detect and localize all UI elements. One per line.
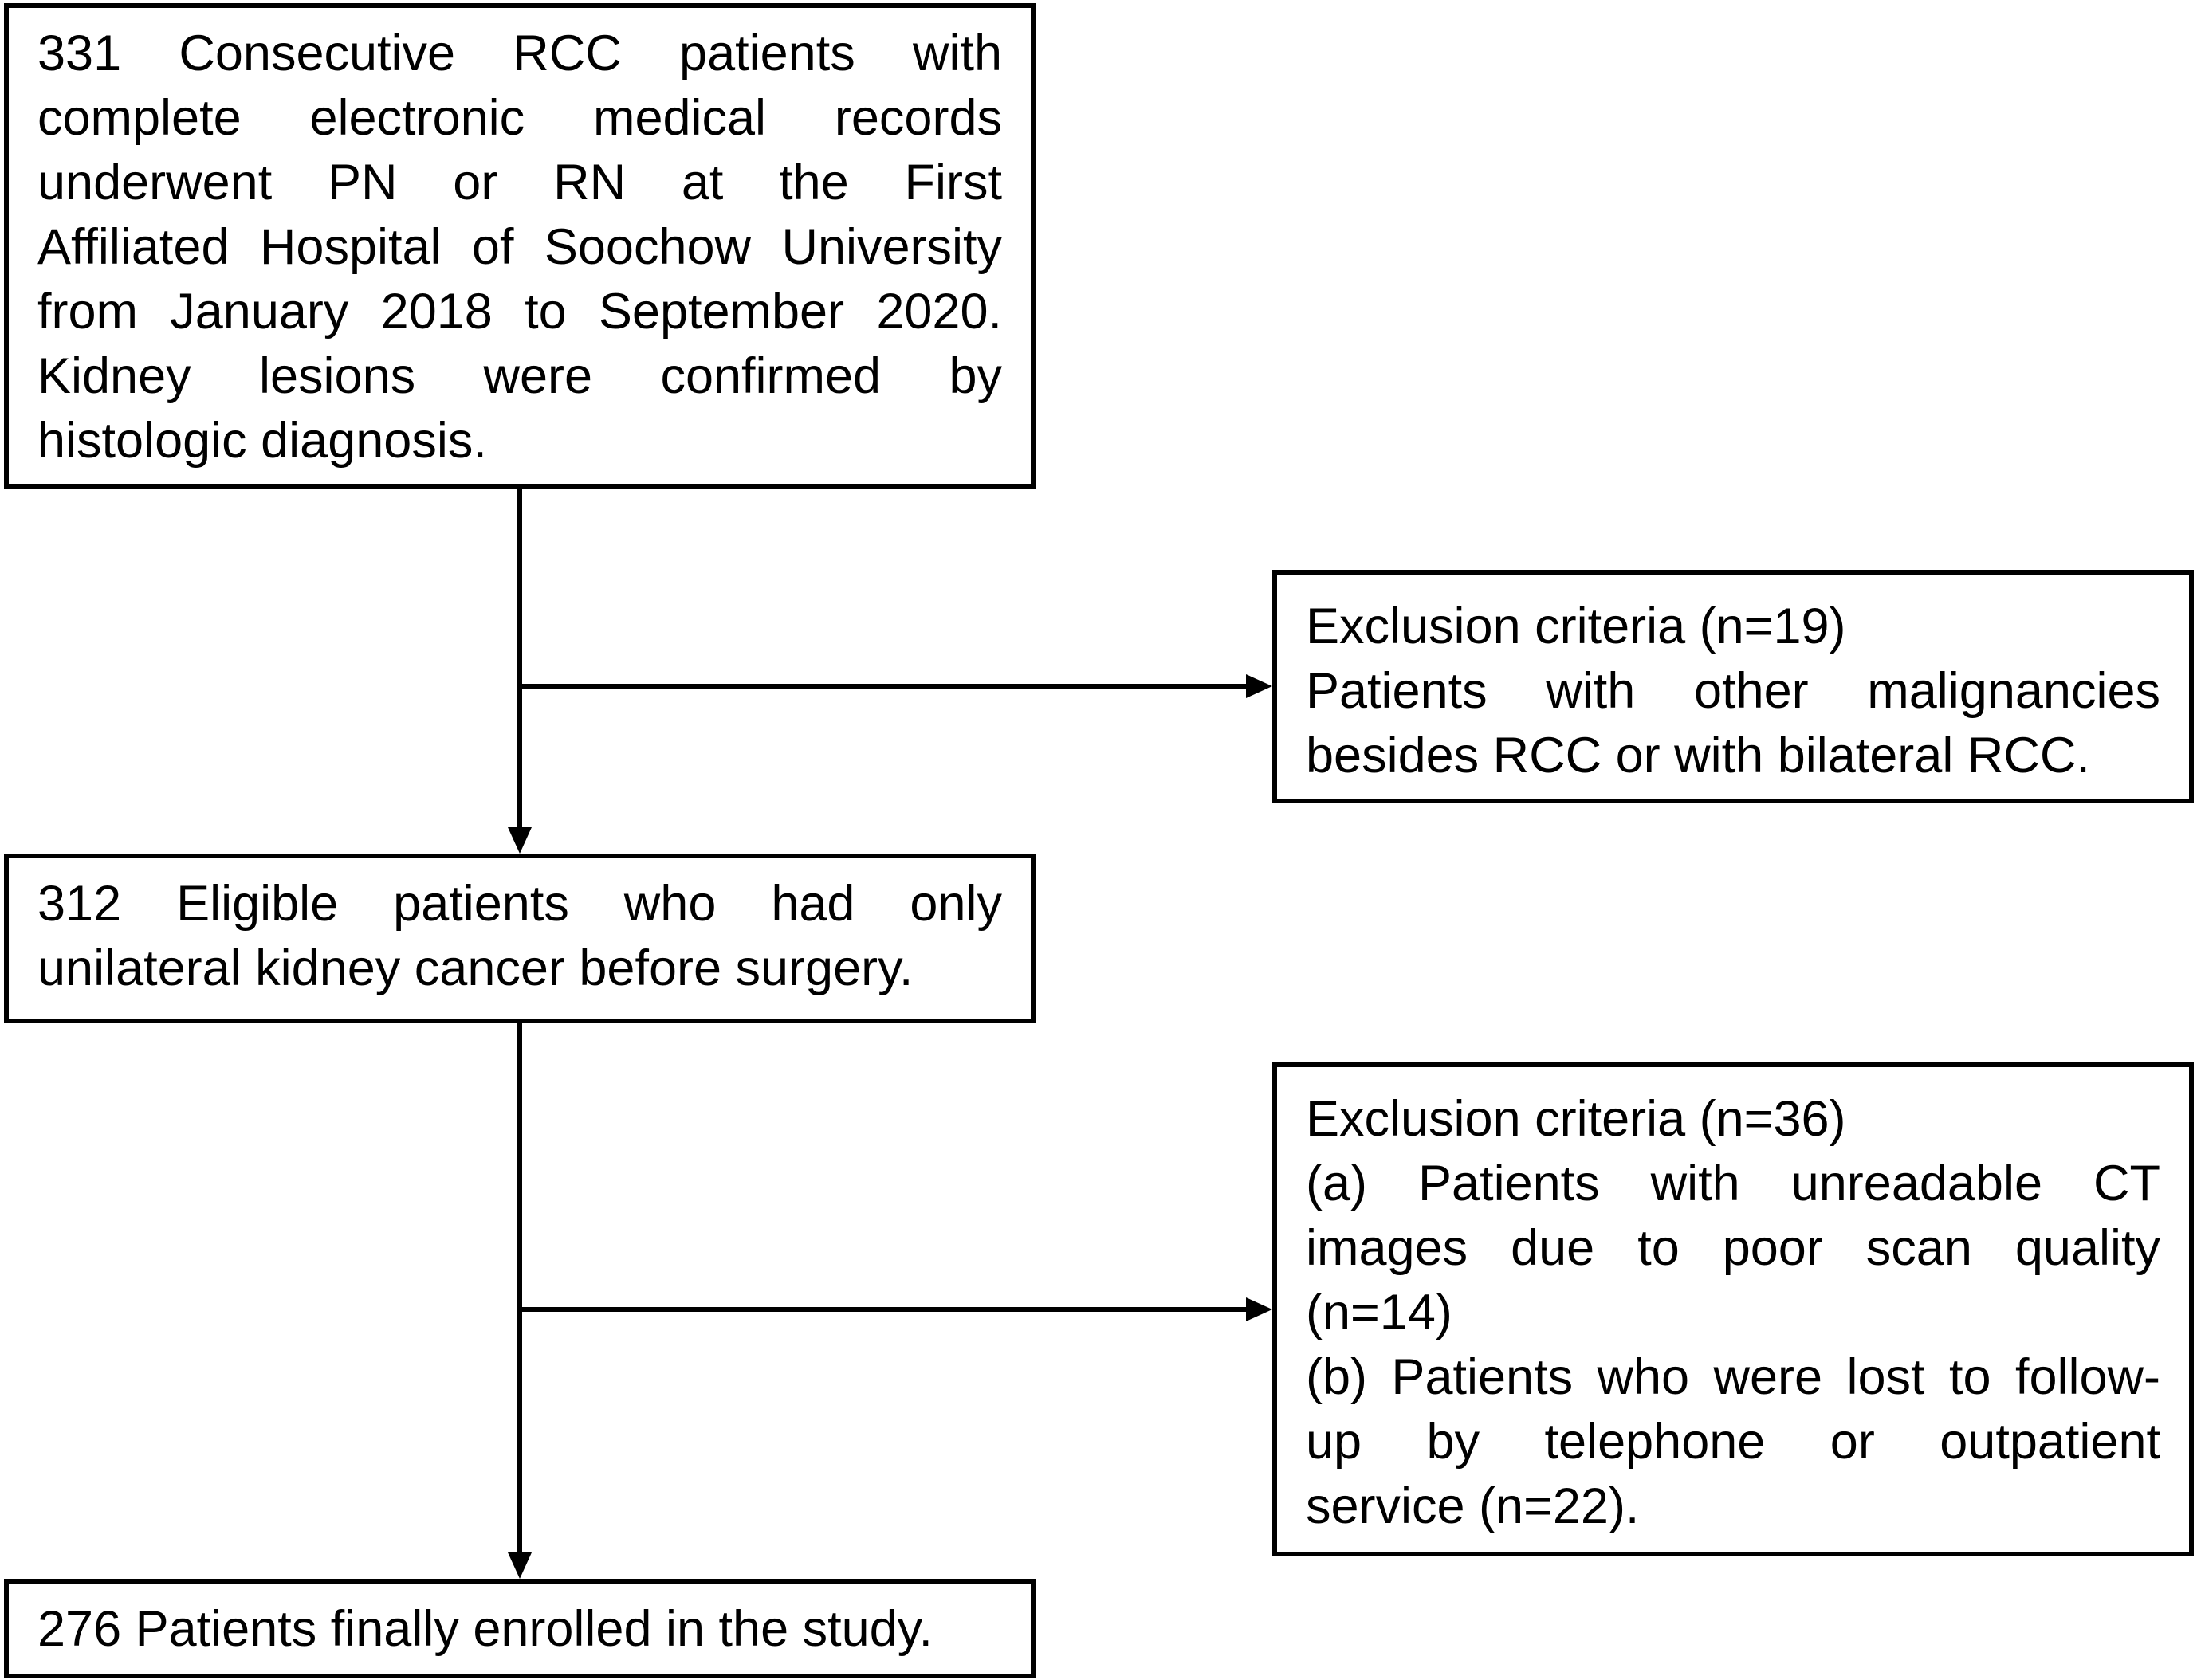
initial-cohort-line: histologic diagnosis. [37,413,487,469]
exclusion-2-line: up by telephone or outpatient [1306,1414,2160,1470]
exclusion-2-line: service (n=22). [1306,1478,1640,1534]
exclusion-2-line: (a) Patients with unreadable CT [1306,1156,2160,1211]
eligible-line: 312 Eligible patients who had only [37,876,1002,932]
exclusion-criteria-2-box [1272,1062,2194,1556]
initial-cohort-line: from January 2018 to September 2020. [37,284,1002,340]
exclusion-2-heading: Exclusion criteria (n=36) [1306,1091,1846,1147]
enrolled-line: 276 Patients finally enrolled in the study. [37,1601,933,1657]
initial-cohort-line: Affiliated Hospital of Soochow University [37,219,1002,275]
arrowhead-eligible [508,827,532,854]
exclusion-criteria-1-box [1272,570,2194,803]
initial-cohort-line: underwent PN or RN at the First [37,155,1002,210]
initial-cohort-line: 331 Consecutive RCC patients with [37,26,1002,81]
exclusion-2-line: (b) Patients who were lost to follow- [1306,1349,2160,1405]
eligible-patients-box [4,854,1036,1023]
exclusion-1-line: besides RCC or with bilateral RCC. [1306,728,2090,783]
exclusion-2-line: (n=14) [1306,1285,1452,1340]
arrowhead-exclusion-2 [1246,1297,1272,1321]
initial-cohort-box [4,3,1036,489]
arrowhead-enrolled [508,1552,532,1579]
initial-cohort-line: complete electronic medical records [37,90,1002,146]
exclusion-1-line: Patients with other malignancies [1306,663,2160,719]
enrolled-patients-box [4,1579,1036,1678]
initial-cohort-line: Kidney lesions were confirmed by [37,348,1002,404]
eligible-line: unilateral kidney cancer before surgery. [37,940,914,996]
arrowhead-exclusion-1 [1246,674,1272,698]
exclusion-2-line: images due to poor scan quality [1306,1220,2160,1276]
exclusion-1-heading: Exclusion criteria (n=19) [1306,599,1846,654]
